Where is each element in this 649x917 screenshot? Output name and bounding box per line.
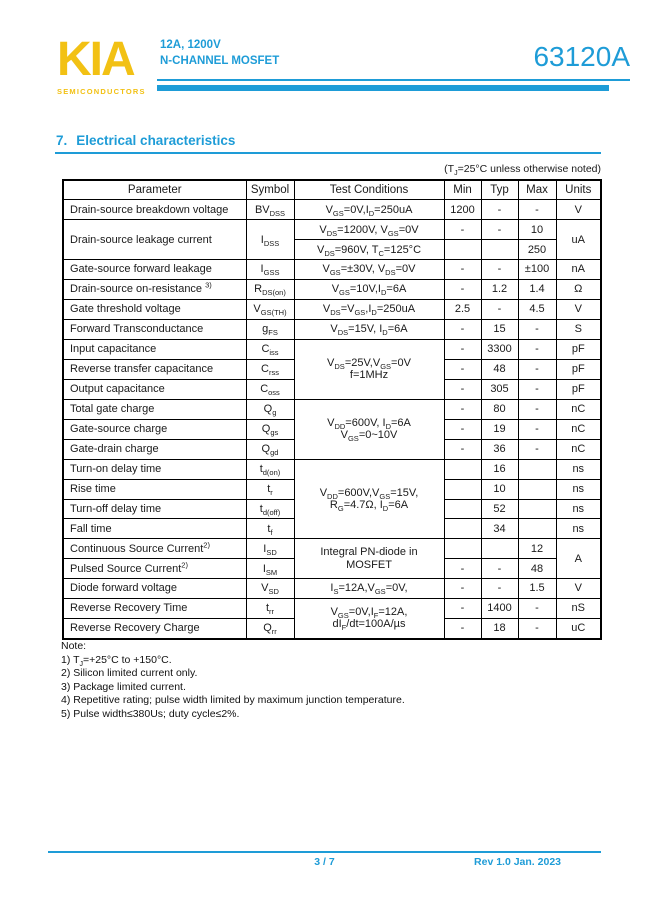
max-cell [518,519,556,539]
symbol-cell: $I_{DSS}$ [246,220,294,260]
max-cell [518,499,556,519]
kia-logo: KIA [57,33,134,86]
table-row [63,459,601,479]
table-row [63,599,601,619]
note-item: 5) Pulse width≤380Us; duty cycle≤2%. [61,707,240,720]
col-header-max: Max [518,180,556,200]
units-cell: pF [556,379,601,399]
units-cell: Ω [556,280,601,300]
param-cell: Gate-source charge [63,419,246,439]
units-cell: uC [556,619,601,639]
typ-cell: 18 [481,619,518,639]
symbol-cell: $g_{FS}$ [246,320,294,340]
min-cell: 2.5 [444,300,481,320]
table-row [63,579,601,599]
table-row [63,320,601,340]
table-row [63,300,601,320]
max-cell: ±100 [518,260,556,280]
symbol-cell: $C_{iss}$ [246,340,294,360]
min-cell: - [444,359,481,379]
max-cell [518,479,556,499]
max-cell: - [518,419,556,439]
note-item: 4) Repetitive rating; pulse width limited by maximum junction temperature. [61,694,405,707]
min-cell [444,539,481,559]
param-cell: Gate threshold voltage [63,300,246,320]
min-cell: - [444,280,481,300]
param-cell: Turn-off delay time [63,499,246,519]
symbol-cell: $Q_{gs}$ [246,419,294,439]
min-cell: - [444,559,481,579]
min-cell: - [444,320,481,340]
max-cell: - [518,320,556,340]
typ-cell: 36 [481,439,518,459]
symbol-cell: $Q_{gd}$ [246,439,294,459]
max-cell: 4.5 [518,300,556,320]
col-header-units: Units [556,180,601,200]
electrical-characteristics-table [62,179,602,640]
product-summary [160,37,279,69]
param-cell: Turn-on delay time [63,459,246,479]
units-cell: V [556,300,601,320]
min-cell [444,240,481,260]
units-cell: nC [556,419,601,439]
revision-label: Rev 1.0 Jan. 2023 [474,856,561,868]
min-cell [444,459,481,479]
typ-cell: 80 [481,399,518,419]
symbol-cell: $t_{d(off)}$ [246,499,294,519]
typ-cell: - [481,200,518,220]
symbol-cell: $I_{SM}$ [246,559,294,579]
section-number: 7. [56,133,68,148]
units-cell: nA [556,260,601,280]
page-number: 3 / 7 [314,856,335,868]
cond-cell: $V_{DS}=V_{GS},I_D=250uA$ [294,300,444,320]
cond-cell: $V_{DS}=25V,V_{GS}=0V$ f=1MHz [294,340,444,400]
param-cell: Fall time [63,519,246,539]
col-header-typ: Typ [481,180,518,200]
typ-cell: 34 [481,519,518,539]
param-cell: Reverse transfer capacitance [63,359,246,379]
max-cell: - [518,439,556,459]
symbol-cell: $V_{SD}$ [246,579,294,599]
typ-cell: - [481,579,518,599]
max-cell: 12 [518,539,556,559]
table-head [63,180,601,200]
col-header-test-conditions: Test Conditions [294,180,444,200]
typ-cell: - [481,260,518,280]
col-header-symbol: Symbol [246,180,294,200]
param-cell: Input capacitance [63,340,246,360]
min-cell: - [444,419,481,439]
param-cell: Output capacitance [63,379,246,399]
param-cell: Rise time [63,479,246,499]
param-cell: Reverse Recovery Time [63,599,246,619]
cond-cell: $V_{DD}=600V$, $I_D=6A$ $V_{GS}=0\sim 10V$ [294,399,444,459]
max-cell [518,459,556,479]
max-cell: - [518,200,556,220]
typ-cell: - [481,559,518,579]
min-cell: - [444,579,481,599]
cond-cell: $V_{DS}=15V$, $I_D=6A$ [294,320,444,340]
table-row [63,260,601,280]
header-row [63,180,601,200]
symbol-cell: $t_f$ [246,519,294,539]
cond-cell: $V_{DS}=1200V$, $V_{GS}=0V$ [294,220,444,240]
note-item: 1) $T_J=+25^\circ C$ to +150°C. [61,653,172,668]
cond-cell: $V_{GS}=\pm 30V$, $V_{DS}=0V$ [294,260,444,280]
section-title: Electrical characteristics [76,133,236,148]
cond-cell: Integral PN-diode in MOSFET [294,539,444,579]
cond-cell: $V_{GS}=0V,I_D=250uA$ [294,200,444,220]
symbol-cell: $t_r$ [246,479,294,499]
max-cell: 48 [518,559,556,579]
symbol-cell: $I_{SD}$ [246,539,294,559]
typ-cell: 52 [481,499,518,519]
units-cell: nC [556,439,601,459]
typ-cell: 16 [481,459,518,479]
param-cell: Gate-drain charge [63,439,246,459]
notes-title: Note: [61,640,87,652]
typ-cell: - [481,220,518,240]
param-cell: Total gate charge [63,399,246,419]
min-cell [444,479,481,499]
param-cell: Forward Transconductance [63,320,246,340]
symbol-cell: $I_{GSS}$ [246,260,294,280]
min-cell: - [444,619,481,639]
param-cell: Continuous Source Current$^{2)}$ [63,539,246,559]
typ-cell: - [481,300,518,320]
typ-cell: 19 [481,419,518,439]
typ-cell: 1400 [481,599,518,619]
section-underline [55,152,601,154]
note-item: 2) Silicon limited current only. [61,667,198,680]
cond-cell: $I_S=12A,V_{GS}=0V$, [294,579,444,599]
max-cell: - [518,340,556,360]
table-row [63,200,601,220]
max-cell: 1.5 [518,579,556,599]
max-cell: - [518,619,556,639]
table-row [63,340,601,360]
symbol-cell: $C_{oss}$ [246,379,294,399]
param-cell: Pulsed Source Current$^{2)}$ [63,559,246,579]
units-cell: V [556,579,601,599]
symbol-cell: $t_{rr}$ [246,599,294,619]
max-cell: - [518,399,556,419]
notes-section [61,640,405,722]
max-cell: 10 [518,220,556,240]
min-cell [444,519,481,539]
typ-cell: 10 [481,479,518,499]
max-cell: - [518,379,556,399]
table-row [63,539,601,559]
table-row [63,280,601,300]
units-cell: uA [556,220,601,260]
units-cell: ns [556,519,601,539]
units-cell: V [556,200,601,220]
note-item: 3) Package limited current. [61,680,186,693]
kia-logo-subtext: SEMICONDUCTORS [57,87,146,96]
symbol-cell: $Q_g$ [246,399,294,419]
min-cell: - [444,439,481,459]
table-body [63,200,601,639]
param-cell: Drain-source on-resistance $^{3)}$ [63,280,246,300]
part-number: 63120A [533,41,630,72]
param-cell: Reverse Recovery Charge [63,619,246,639]
cond-cell: $V_{GS}=10V,I_D=6A$ [294,280,444,300]
symbol-cell: $C_{rss}$ [246,359,294,379]
typ-cell: 305 [481,379,518,399]
typ-cell: 3300 [481,340,518,360]
max-cell: - [518,359,556,379]
units-cell: ns [556,459,601,479]
max-cell: 1.4 [518,280,556,300]
typ-cell: 48 [481,359,518,379]
units-cell: pF [556,340,601,360]
typ-cell: 1.2 [481,280,518,300]
units-cell: A [556,539,601,579]
symbol-cell: $V_{GS(TH)}$ [246,300,294,320]
conditions-note: ($T_J=25^\circ C$ unless otherwise noted) [444,163,601,178]
symbol-cell: $t_{d(on)}$ [246,459,294,479]
cond-cell: $V_{DD}=600V,V_{GS}=15V$, $R_G=4.7\Omega$, $I_D=6A$ [294,459,444,539]
min-cell: - [444,379,481,399]
min-cell: - [444,220,481,240]
table-row [63,399,601,419]
param-cell: Gate-source forward leakage [63,260,246,280]
symbol-cell: $Q_{rr}$ [246,619,294,639]
param-cell: Diode forward voltage [63,579,246,599]
min-cell: 1200 [444,200,481,220]
header-rule-thin [157,79,630,81]
units-cell: nC [556,399,601,419]
param-cell: Drain-source breakdown voltage [63,200,246,220]
symbol-cell: $R_{DS(on)}$ [246,280,294,300]
symbol-cell: $BV_{DSS}$ [246,200,294,220]
param-cell: Drain-source leakage current [63,220,246,260]
footer-rule [48,851,601,853]
units-cell: S [556,320,601,340]
min-cell: - [444,599,481,619]
col-header-min: Min [444,180,481,200]
typ-cell [481,240,518,260]
min-cell [444,499,481,519]
min-cell: - [444,340,481,360]
typ-cell [481,539,518,559]
cond-cell: $V_{GS}=0V,I_F=12A$, $dI_F/dt=100A/\mu s$ [294,599,444,639]
product-rating: 12A, 1200V [160,39,221,51]
max-cell: 250 [518,240,556,260]
units-cell: pF [556,359,601,379]
units-cell: ns [556,499,601,519]
min-cell: - [444,399,481,419]
typ-cell: 15 [481,320,518,340]
table-row [63,220,601,240]
header-rule-thick [157,85,609,91]
units-cell: nS [556,599,601,619]
section-heading [56,133,235,148]
col-header-parameter: Parameter [63,180,246,200]
product-type: N-CHANNEL MOSFET [160,55,280,67]
units-cell: ns [556,479,601,499]
cond-cell: $V_{DS}=960V$, $T_C=125^\circ C$ [294,240,444,260]
min-cell: - [444,260,481,280]
max-cell: - [518,599,556,619]
